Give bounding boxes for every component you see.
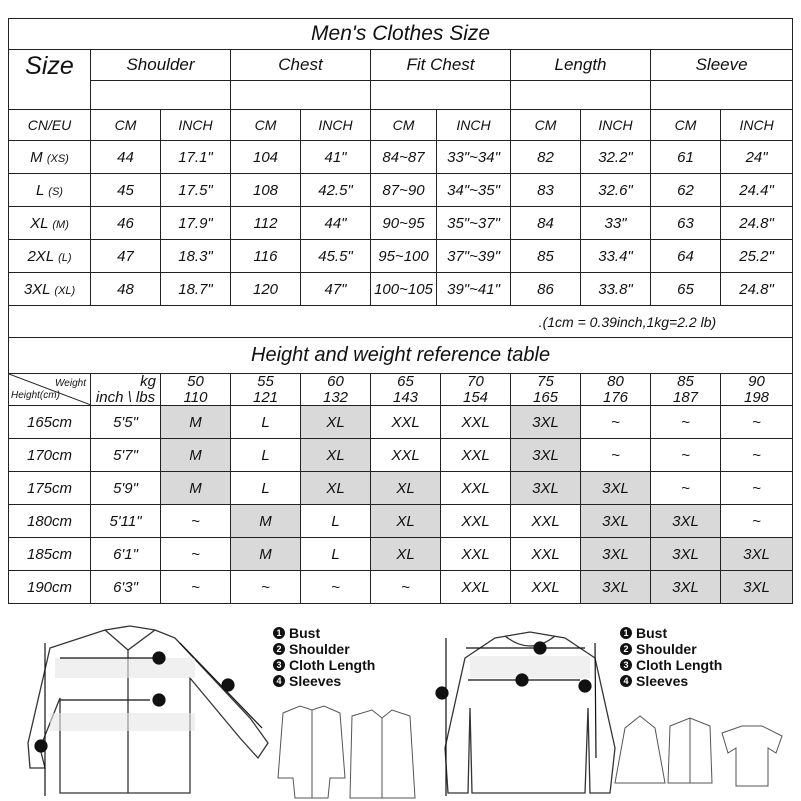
recommended-size: ~: [651, 406, 721, 439]
recommended-size: M: [161, 439, 231, 472]
blank-cell: [91, 81, 231, 110]
size-value: 112: [231, 207, 301, 240]
col-sleeve: Sleeve: [651, 50, 793, 81]
legend-left: [273, 625, 375, 689]
recommended-size: ~: [301, 571, 371, 604]
size-value: 61: [651, 141, 721, 174]
size-name: L: [36, 181, 45, 199]
recommended-size: XL: [371, 472, 441, 505]
recommended-size: L: [231, 439, 301, 472]
lbs-value: 132: [301, 390, 371, 406]
size-value: 100~105: [371, 273, 437, 306]
size-value: 65: [651, 273, 721, 306]
recommended-size: ~: [721, 472, 793, 505]
lbs-value: 121: [231, 390, 301, 406]
col-chest: Chest: [231, 50, 371, 81]
recommended-size: XXL: [371, 439, 441, 472]
unit-label: INCH: [161, 110, 231, 141]
unit-label: CM: [371, 110, 437, 141]
blank-cell: [511, 81, 651, 110]
height-cm: 175cm: [9, 472, 91, 505]
unit-label-cn-eu: CN/EU: [9, 110, 91, 141]
height-cm: 180cm: [9, 505, 91, 538]
size-name-cell: [9, 273, 91, 306]
size-value: 33.8": [581, 273, 651, 306]
shirt-illustration: [28, 626, 268, 793]
size-value: 39"~41": [437, 273, 511, 306]
size-name-cell: [9, 174, 91, 207]
size-value: 47": [301, 273, 371, 306]
height-cm: 185cm: [9, 538, 91, 571]
unit-row: [9, 110, 793, 141]
size-value: 24.4": [721, 174, 793, 207]
weight-label: Weight: [55, 378, 86, 389]
height-inch: 6'3": [91, 571, 161, 604]
height-inch: 5'7": [91, 439, 161, 472]
recommended-size: XXL: [441, 571, 511, 604]
number-icon: 3: [620, 659, 632, 671]
recommended-size: XL: [301, 472, 371, 505]
legend-item: [273, 673, 375, 689]
blank-cell: [231, 81, 371, 110]
height-inch: 6'1": [91, 538, 161, 571]
number-icon: 4: [620, 675, 632, 687]
legend-label: Cloth Length: [289, 657, 376, 673]
legend-label: Sleeves: [289, 673, 342, 689]
size-alt: (XS): [46, 152, 69, 165]
size-chart: [8, 18, 792, 604]
size-value: 44: [91, 141, 161, 174]
kg-value: 60: [301, 374, 371, 390]
kg-value: 85: [651, 374, 721, 390]
sweater-illustration: [445, 632, 615, 793]
size-value: 90~95: [371, 207, 437, 240]
size-name: 3XL: [23, 280, 51, 298]
size-value: 45.5": [301, 240, 371, 273]
kg-label: kg: [91, 374, 161, 390]
recommended-size: ~: [581, 439, 651, 472]
size-value: 42.5": [301, 174, 371, 207]
legend-item: [620, 657, 722, 673]
recommended-size: XXL: [511, 538, 581, 571]
legend-item: [273, 657, 375, 673]
clothes-size-table: [8, 18, 793, 374]
recommended-size: 3XL: [581, 571, 651, 604]
size-value: 32.6": [581, 174, 651, 207]
height-cm: 170cm: [9, 439, 91, 472]
size-value: 32.2": [581, 141, 651, 174]
blank-cell: [651, 81, 793, 110]
size-value: 120: [231, 273, 301, 306]
recommended-size: XXL: [511, 571, 581, 604]
size-name-cell: [9, 141, 91, 174]
legend-label: Shoulder: [636, 641, 697, 657]
recommended-size: XL: [301, 406, 371, 439]
col-fit-chest: Fit Chest: [371, 50, 511, 81]
size-value: 37"~39": [437, 240, 511, 273]
size-alt: (M): [52, 218, 69, 231]
lbs-value: 176: [581, 390, 651, 406]
size-name: XL: [30, 214, 49, 232]
recommended-size: L: [301, 538, 371, 571]
size-value: 86: [511, 273, 581, 306]
size-alt: (S): [48, 185, 63, 198]
recommended-size: XXL: [441, 439, 511, 472]
recommended-size: 3XL: [581, 472, 651, 505]
size-value: 41": [301, 141, 371, 174]
size-value: 84~87: [371, 141, 437, 174]
size-row: [9, 240, 793, 273]
number-icon: 1: [273, 627, 285, 639]
recommended-size: ~: [161, 571, 231, 604]
recommended-size: 3XL: [651, 538, 721, 571]
size-value: 24": [721, 141, 793, 174]
number-icon: 3: [273, 659, 285, 671]
size-name-cell: [9, 207, 91, 240]
size-value: 33.4": [581, 240, 651, 273]
recommended-size: ~: [371, 571, 441, 604]
recommended-size: XXL: [441, 505, 511, 538]
recommended-size: M: [231, 538, 301, 571]
legend-label: Bust: [289, 625, 321, 641]
hw-row: [9, 472, 793, 505]
size-value: 33": [581, 207, 651, 240]
legend-item: [620, 641, 722, 657]
unit-label: CM: [651, 110, 721, 141]
legend-item: [620, 625, 722, 641]
legend-right: [620, 625, 722, 689]
size-value: 64: [651, 240, 721, 273]
unit-label: INCH: [581, 110, 651, 141]
lbs-label: inch \ lbs: [91, 390, 161, 406]
size-value: 85: [511, 240, 581, 273]
recommended-size: ~: [651, 439, 721, 472]
recommended-size: 3XL: [511, 406, 581, 439]
size-value: 116: [231, 240, 301, 273]
height-cm: 165cm: [9, 406, 91, 439]
size-alt: (L): [58, 251, 72, 264]
hoodie-cardigan-tee-illustration: [615, 716, 782, 786]
lbs-value: 110: [161, 390, 231, 406]
recommended-size: L: [301, 505, 371, 538]
recommended-size: 3XL: [721, 571, 793, 604]
size-table-title: Men's Clothes Size: [9, 19, 793, 50]
legend-item: [273, 641, 375, 657]
kg-value: 50: [161, 374, 231, 390]
recommended-size: ~: [721, 406, 793, 439]
height-inch: 5'5": [91, 406, 161, 439]
size-value: 24.8": [721, 273, 793, 306]
number-icon: 1: [620, 627, 632, 639]
kg-value: 90: [721, 374, 793, 390]
recommended-size: XXL: [511, 505, 581, 538]
legend-label: Sleeves: [636, 673, 689, 689]
recommended-size: ~: [721, 439, 793, 472]
height-label: Height(cm): [11, 390, 60, 401]
measurement-illustrations: [0, 618, 801, 801]
size-value: 84: [511, 207, 581, 240]
recommended-size: ~: [581, 406, 651, 439]
unit-label: CM: [231, 110, 301, 141]
size-value: 104: [231, 141, 301, 174]
size-value: 25.2": [721, 240, 793, 273]
size-value: 48: [91, 273, 161, 306]
col-length: Length: [511, 50, 651, 81]
legend-label: Shoulder: [289, 641, 350, 657]
size-value: 46: [91, 207, 161, 240]
recommended-size: XXL: [441, 406, 511, 439]
size-value: 33"~34": [437, 141, 511, 174]
hw-row: [9, 406, 793, 439]
size-value: 82: [511, 141, 581, 174]
size-value: 45: [91, 174, 161, 207]
size-value: 47: [91, 240, 161, 273]
recommended-size: XL: [371, 538, 441, 571]
recommended-size: 3XL: [581, 505, 651, 538]
recommended-size: XXL: [441, 472, 511, 505]
unit-label: INCH: [437, 110, 511, 141]
recommended-size: L: [231, 406, 301, 439]
jacket-illustration: [278, 706, 415, 798]
recommended-size: 3XL: [511, 472, 581, 505]
size-row: [9, 141, 793, 174]
number-icon: 4: [273, 675, 285, 687]
kg-value: 75: [511, 374, 581, 390]
recommended-size: XXL: [441, 538, 511, 571]
size-alt: (XL): [54, 284, 76, 297]
height-weight-table: [8, 373, 793, 604]
diagonal-header: [9, 374, 91, 406]
kg-value: 70: [441, 374, 511, 390]
size-value: 34"~35": [437, 174, 511, 207]
recommended-size: XL: [301, 439, 371, 472]
size-value: 44": [301, 207, 371, 240]
size-row: [9, 273, 793, 306]
recommended-size: 3XL: [721, 538, 793, 571]
hw-table-title: Height and weight reference table: [9, 338, 793, 374]
recommended-size: L: [231, 472, 301, 505]
recommended-size: ~: [231, 571, 301, 604]
legend-label: Cloth Length: [636, 657, 723, 673]
unit-label: CM: [91, 110, 161, 141]
hw-row: [9, 538, 793, 571]
recommended-size: 3XL: [651, 505, 721, 538]
recommended-size: ~: [651, 472, 721, 505]
kg-value: 55: [231, 374, 301, 390]
recommended-size: M: [161, 472, 231, 505]
size-value: 18.7": [161, 273, 231, 306]
recommended-size: ~: [161, 505, 231, 538]
col-shoulder: Shoulder: [91, 50, 231, 81]
lbs-value: 187: [651, 390, 721, 406]
legend-item: [620, 673, 722, 689]
legend-label: Bust: [636, 625, 668, 641]
recommended-size: ~: [161, 538, 231, 571]
recommended-size: XL: [371, 505, 441, 538]
kg-value: 65: [371, 374, 441, 390]
size-value: 17.1": [161, 141, 231, 174]
recommended-size: ~: [721, 505, 793, 538]
size-name-cell: [9, 240, 91, 273]
number-icon: 2: [620, 643, 632, 655]
size-value: 62: [651, 174, 721, 207]
recommended-size: XXL: [371, 406, 441, 439]
conversion-note: .(1cm = 0.39inch,1kg=2.2 lb): [9, 306, 793, 338]
recommended-size: M: [161, 406, 231, 439]
size-value: 17.5": [161, 174, 231, 207]
size-name: 2XL: [27, 247, 54, 265]
height-inch: 5'11": [91, 505, 161, 538]
number-icon: 2: [273, 643, 285, 655]
size-row: [9, 174, 793, 207]
hw-row: [9, 439, 793, 472]
size-name: M: [30, 148, 43, 166]
blank-cell: [371, 81, 511, 110]
kg-value: 80: [581, 374, 651, 390]
unit-label: CM: [511, 110, 581, 141]
size-value: 95~100: [371, 240, 437, 273]
height-cm: 190cm: [9, 571, 91, 604]
size-value: 24.8": [721, 207, 793, 240]
height-inch: 5'9": [91, 472, 161, 505]
hw-row: [9, 571, 793, 604]
unit-label: INCH: [301, 110, 371, 141]
hw-row: [9, 505, 793, 538]
recommended-size: M: [231, 505, 301, 538]
unit-label: INCH: [721, 110, 793, 141]
size-value: 18.3": [161, 240, 231, 273]
recommended-size: 3XL: [651, 571, 721, 604]
size-value: 83: [511, 174, 581, 207]
recommended-size: 3XL: [511, 439, 581, 472]
size-value: 17.9": [161, 207, 231, 240]
recommended-size: 3XL: [581, 538, 651, 571]
size-row: [9, 207, 793, 240]
lbs-value: 154: [441, 390, 511, 406]
lbs-value: 165: [511, 390, 581, 406]
size-value: 63: [651, 207, 721, 240]
lbs-value: 198: [721, 390, 793, 406]
size-value: 35"~37": [437, 207, 511, 240]
size-value: 108: [231, 174, 301, 207]
legend-item: [273, 625, 375, 641]
size-value: 87~90: [371, 174, 437, 207]
size-header: Size: [9, 50, 91, 110]
lbs-value: 143: [371, 390, 441, 406]
